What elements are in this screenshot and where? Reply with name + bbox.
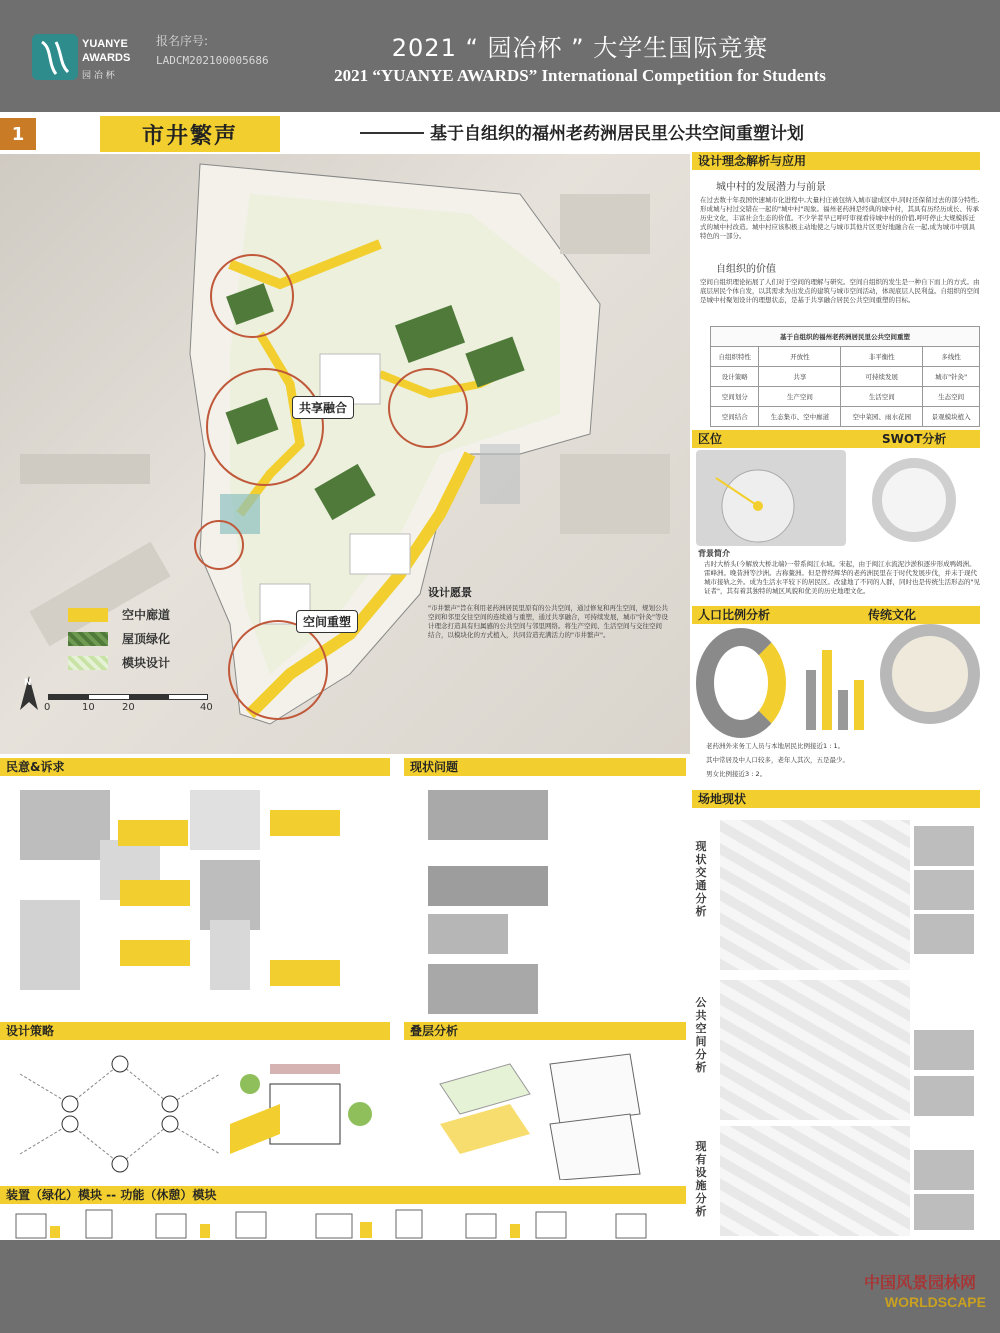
site-photo — [914, 1030, 974, 1070]
speech-card — [120, 880, 190, 906]
table-cell: 空间划分 — [711, 387, 759, 407]
concept-sub1: 城中村的发展潜力与前景 — [716, 182, 826, 193]
table-row — [711, 367, 980, 387]
site-drawing-public — [720, 980, 910, 1120]
background-text: 古时大桥头(今解放大桥北端)一带系闽江水域。宋起，由于闽江水流泥沙淤积逐步形成鸭姆洲。雷峰洲。晚昔洲等沙洲。古称鳌洲。但是曾经辉华的老药洲民里在于时代发展步伐，并未于现代城市接轨之外。成为生活水平较下的居民区。改建地了不同的人群，同时也是传统生活形态的"见证者"，其有着其独特的城区风貌和优美的历史地理文化。 — [704, 560, 980, 595]
site-photo — [914, 870, 974, 910]
population-head: 人口比例分析 — [698, 608, 771, 622]
appeal-head: 民意&诉求 — [0, 758, 390, 776]
scale-0: 0 — [44, 702, 51, 713]
appeal-illustrations — [10, 780, 390, 1000]
table-row — [711, 387, 980, 407]
population-note2: 其中常居及中人口较多，老年人其次，五是最少。 — [706, 756, 849, 764]
competition-title-cn: 2021 “ 园冶杯 ” 大学生国际竞赛 — [391, 34, 769, 62]
table-cell: 生态空间 — [923, 387, 980, 407]
table-cell: 空间结合 — [711, 407, 759, 427]
label-shared-fusion: 共享融合 — [292, 396, 354, 419]
table-row — [711, 347, 980, 367]
site-drawing-facility — [720, 1126, 910, 1236]
speech-card — [270, 960, 340, 986]
table-cell: 设计策略 — [711, 367, 759, 387]
location-swot-head — [692, 430, 980, 448]
node-circle — [210, 254, 294, 338]
scale-bar — [48, 694, 208, 700]
resident-photo — [190, 790, 260, 850]
strategy-table — [710, 326, 980, 427]
legend-swatch-module — [68, 656, 108, 670]
site-photo — [914, 826, 974, 866]
project-subtitle: 基于自组织的福州老药洲居民里公共空间重塑计划 — [430, 124, 804, 144]
node-circle — [194, 520, 244, 570]
site-photo — [914, 1076, 974, 1116]
culture-head: 传统文化 — [868, 608, 917, 622]
module-head: 装置（绿化）模块 -- 功能（休憩）模块 — [0, 1186, 686, 1204]
scale-40: 40 — [200, 702, 213, 713]
competition-title-en: 2021 “YUANYE AWARDS” International Competition for Students — [334, 66, 826, 85]
resident-photo — [210, 920, 250, 990]
speech-card — [118, 820, 188, 846]
legend-label-roof: 屋顶绿化 — [122, 632, 171, 646]
problem-photo — [428, 964, 538, 1014]
population-bars — [800, 640, 870, 730]
site-photo — [914, 1150, 974, 1190]
logo-text-awards: AWARDS — [82, 52, 131, 64]
table-cell: 生态集市、空中廊道 — [759, 407, 841, 427]
speech-card — [270, 810, 340, 836]
table-cell: 开放性 — [759, 347, 841, 367]
location-map — [696, 450, 846, 546]
site-drawing-traffic — [720, 820, 910, 970]
background-head: 背景简介 — [698, 549, 730, 558]
concept-text2: 空间自组织理论拓展了人们对于空间的理解与研究。空间自组织的发生是一种自下而上的方式。由底层居民个体自发，以其需求为出发点的建筑与城市空间活动，体现底层人民利益。自组织的空间是城中村聚划设计的理想状态，是基于共享融合居民公共空间重塑的目标。 — [700, 278, 980, 304]
table-cell: 非平衡性 — [841, 347, 923, 367]
public-space-analysis-label: 公共空间分析 — [695, 996, 707, 1074]
legend-label-corridor: 空中廊道 — [122, 608, 171, 622]
location-head: 区位 — [698, 432, 723, 446]
swot-diagram — [872, 458, 956, 542]
culture-wheel — [880, 624, 980, 724]
concept-sub2: 自组织的价值 — [716, 264, 776, 275]
traffic-analysis-label: 现状交通分析 — [695, 840, 707, 918]
strategy-table-caption: 基于自组织的福州老药洲居民里公共空间重塑 — [711, 327, 980, 347]
legend-swatch-corridor — [68, 608, 108, 622]
table-row — [711, 407, 980, 427]
title-divider — [360, 132, 424, 134]
north-label: N — [24, 678, 32, 688]
population-culture-head — [692, 606, 980, 624]
population-note1: 老药洲外来务工人员与本地居民比例接近1 : 1。 — [706, 742, 845, 750]
swot-head: SWOT分析 — [882, 432, 947, 446]
design-wish-text: "市井繁声"旨在利用老药洲居民里原有的公共空间，通过修复和再生空间，规划公共空间和邻里交往空间的连续通与重塑，通过共享融合，可持续发展，城市"针灸"等设计理念打造具有归属感的公共空间与邻里网络。将生产空间、生活空间与交往空间结合，以模块化的方式植入，共同营造充满活力的"市井繁声"。 — [428, 604, 668, 639]
watermark-cn: 中国风景园林网 — [863, 1273, 976, 1292]
concept-head: 设计理念解析与应用 — [692, 152, 980, 170]
resident-photo — [20, 790, 110, 860]
speech-card — [120, 940, 190, 966]
strategy-section-drawing — [230, 1044, 380, 1180]
overlay-diagram — [420, 1044, 660, 1180]
concept-text1: 在过去数十年我国快速城市化进程中,大量村庄被包纳入城市建成区中,同时还保留过去的部分特性,形成城与村过交错在一起的"城中村"现象。福州老药洲是经典的城中村，其具有历经历成长、传承历史文化，丰富社会生态的价值。不少学者早已呼吁审视看待城中村的价值,呼吁停止大规模拆迁式的城中村改造。城中村应该积极主动地使之与城市其他片区更好地融合在一起,成为城市中别具特色的一部分。 — [700, 196, 980, 240]
node-circle — [388, 368, 468, 448]
board-number: 1 — [0, 118, 36, 150]
population-note3: 男女比例接近3 : 2。 — [706, 770, 767, 778]
table-cell: 共享 — [759, 367, 841, 387]
node-circle — [206, 368, 324, 486]
problem-photo — [428, 790, 548, 840]
logo-text-cn: 园 冶 杯 — [82, 71, 115, 81]
table-cell: 生产空间 — [759, 387, 841, 407]
overlay-head: 叠层分析 — [404, 1022, 686, 1040]
legend-label-module: 模块设计 — [122, 656, 171, 670]
facility-analysis-label: 现有设施分析 — [695, 1140, 707, 1218]
label-space-remodel: 空间重塑 — [296, 610, 358, 633]
problem-photo — [428, 866, 548, 906]
population-chart — [696, 628, 786, 738]
legend-swatch-roof — [68, 632, 108, 646]
table-cell: 生活空间 — [841, 387, 923, 407]
master-plan — [0, 154, 690, 754]
resident-photo — [20, 900, 80, 990]
site-status-head: 场地现状 — [692, 790, 980, 808]
site-photo — [914, 914, 974, 954]
header-bar — [0, 0, 1000, 112]
table-cell: 景观模块植入 — [923, 407, 980, 427]
node-circle — [228, 620, 328, 720]
strategy-network-diagram — [10, 1044, 250, 1180]
table-cell: 空中菜园、雨水花园 — [841, 407, 923, 427]
watermark-en: WORLDSCAPE — [884, 1294, 986, 1310]
design-strategy-head: 设计策略 — [0, 1022, 390, 1040]
scale-20: 20 — [122, 702, 135, 713]
table-cell: 城市"针灸" — [923, 367, 980, 387]
table-cell: 自组织特性 — [711, 347, 759, 367]
table-cell: 多线性 — [923, 347, 980, 367]
design-wish-head: 设计愿景 — [428, 586, 472, 599]
logo-text-yuanye: YUANYE — [82, 38, 128, 50]
footer-bar — [0, 1240, 1000, 1333]
scale-10: 10 — [82, 702, 95, 713]
registration-label: 报名序号: — [156, 34, 209, 48]
module-drawings — [10, 1206, 686, 1240]
table-cell: 可持续发展 — [841, 367, 923, 387]
registration-number: LADCM202100005686 — [156, 54, 269, 67]
problem-photo — [428, 914, 508, 954]
project-title: 市井繁声 — [100, 116, 280, 152]
problems-head: 现状问题 — [404, 758, 686, 776]
site-photo — [914, 1194, 974, 1230]
